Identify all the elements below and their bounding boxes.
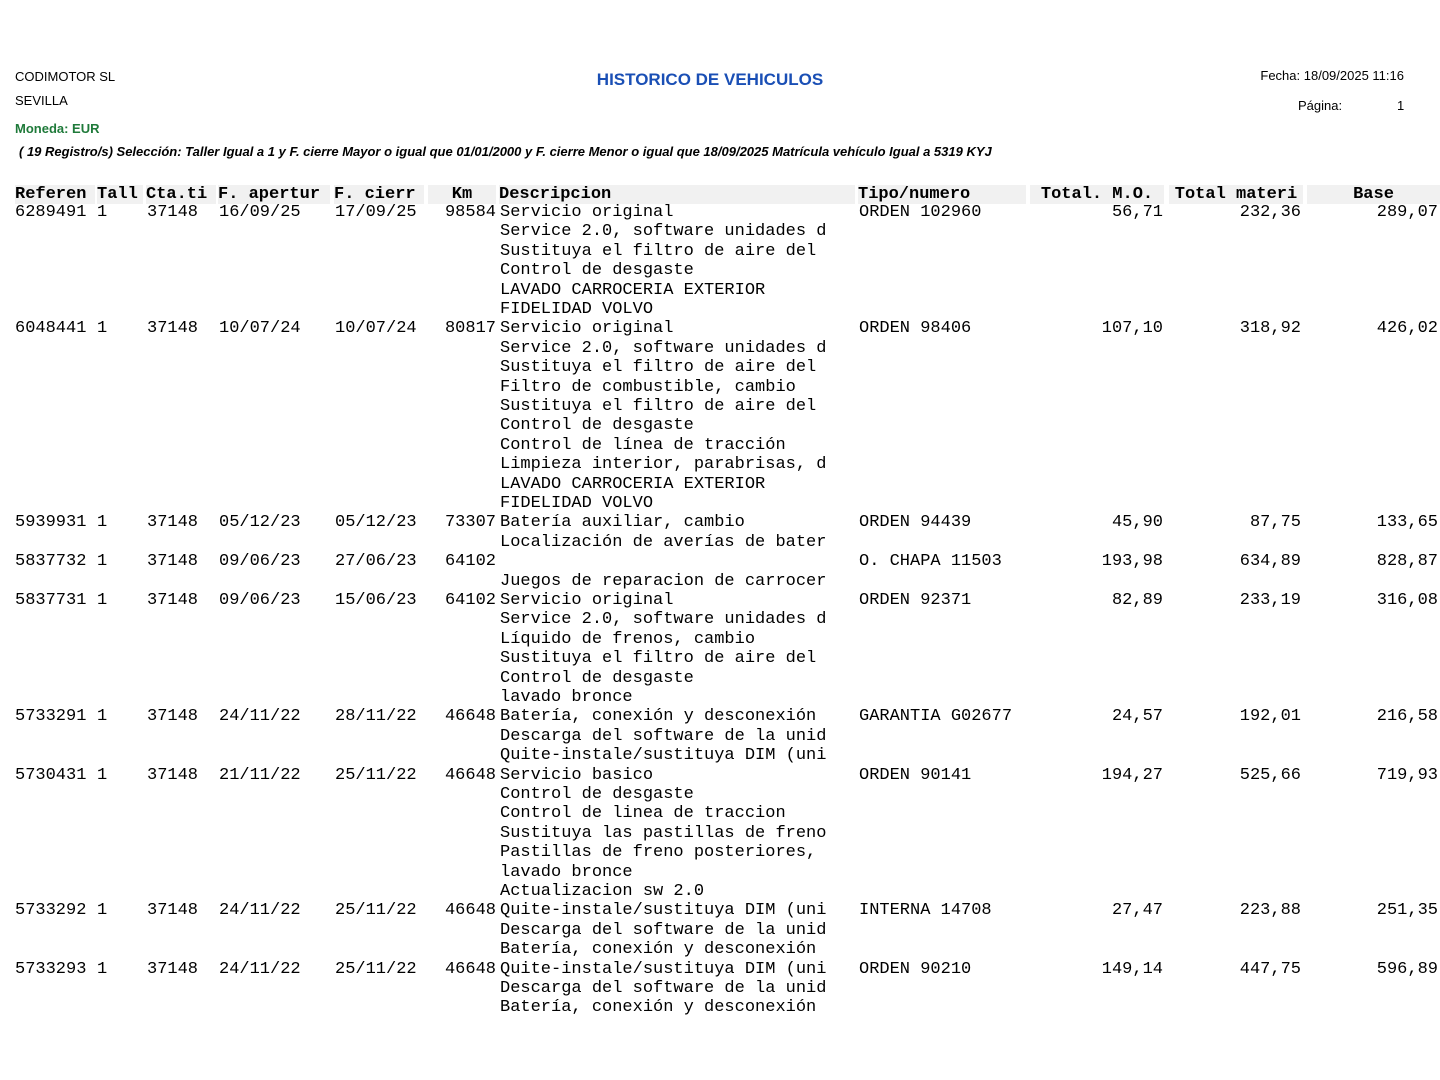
cell-descripcion-line: Descarga del software de la unid [500,920,827,940]
cell-tall: 1 [97,707,108,727]
cell-km: 64102 [444,552,496,572]
cell-materiales: 634,89 [1239,552,1301,572]
cell-descripcion-line: Juegos de reparacion de carrocer [500,571,827,591]
cell-tipo: O. CHAPA 11503 [859,552,1002,572]
report-title: HISTORICO DE VEHICULOS [596,70,824,89]
cell-mo: 82,89 [1111,591,1163,610]
cell-cta: 37148 [147,901,199,921]
cell-tipo: ORDEN 102960 [859,203,982,222]
cell-km: 98584 [444,203,496,222]
cell-descripcion-line: Control de desgaste [500,261,694,281]
cell-descripcion-line: Service 2.0, software unidades d [500,610,827,630]
selection-filter: ( 19 Registro/s) Selección: Taller Igual a 1 y F. cierre Mayor o igual que 01/01/2000 y F. cierre Menor o igual que 18/09/2025 Matrícula vehículo Igual a 5319 KYJ [19,144,992,159]
cell-descripcion-line: Pastillas de freno posteriores, [500,843,817,863]
cell-descripcion-line: Sustituya el filtro de aire del [500,241,817,261]
cell-ref: 5730431 [15,765,87,785]
cell-km: 80817 [444,319,496,339]
cell-tall: 1 [97,203,108,222]
cell-apertura: 24/11/22 [219,959,301,979]
page-number: 1 [1397,98,1405,113]
cell-cta: 37148 [147,552,199,572]
column-header-apertura-header: F. apertur [218,185,330,204]
report-date: Fecha: 18/09/2025 11:16 [1260,68,1404,83]
cell-apertura: 10/07/24 [219,319,301,339]
cell-materiales: 233,19 [1239,591,1301,610]
cell-descripcion-line: Control de desgaste [500,416,694,436]
cell-descripcion-line: Service 2.0, software unidades d [500,222,827,242]
cell-base: 426,02 [1376,319,1438,339]
cell-descripcion-line: Control de desgaste [500,785,694,804]
page-label: Página: [1298,98,1343,113]
cell-cierre: 17/09/25 [335,203,417,222]
cell-base: 289,07 [1376,203,1438,222]
cell-materiales: 87,75 [1249,513,1301,533]
cell-descripcion-line: FIDELIDAD VOLVO [500,300,654,319]
cell-cta: 37148 [147,707,199,727]
cell-ref: 5837731 [15,591,87,610]
cell-base: 133,65 [1376,513,1438,533]
cell-tipo: ORDEN 94439 [859,513,972,533]
cell-ref: 5733291 [15,707,87,727]
cell-ref: 5733293 [15,959,87,979]
cell-apertura: 24/11/22 [219,901,301,921]
cell-descripcion-line: LAVADO CARROCERIA EXTERIOR [500,474,766,494]
cell-descripcion-line: Localización de averías de bater [500,532,827,552]
cell-cierre: 28/11/22 [335,707,417,727]
cell-descripcion-line: Service 2.0, software unidades d [500,338,827,358]
cell-mo: 45,90 [1111,513,1163,533]
cell-base: 828,87 [1376,552,1438,572]
column-header-total-materiales-header: Total materi [1169,185,1303,204]
column-header-cierre-header: F. cierr [334,185,424,204]
cell-descripcion-line: Servicio original [500,591,674,610]
cell-descripcion-line: Limpieza interior, parabrisas, d [500,455,827,475]
cell-cierre: 25/11/22 [335,765,417,785]
cell-tipo: ORDEN 98406 [859,319,972,339]
cell-descripcion-line: Batería, conexión y desconexión [500,707,817,727]
column-header-km-header: Km [428,185,496,204]
cell-cierre: 27/06/23 [335,552,417,572]
cell-km: 46648 [444,765,496,785]
cell-mo: 193,98 [1101,552,1163,572]
cell-base: 216,58 [1376,707,1438,727]
cell-tall: 1 [97,765,108,785]
cell-km: 73307 [444,513,496,533]
cell-ref: 5837732 [15,552,87,572]
cell-materiales: 232,36 [1239,203,1301,222]
cell-apertura: 21/11/22 [219,765,301,785]
cell-materiales: 525,66 [1239,765,1301,785]
cell-descripcion-line: Servicio original [500,203,674,222]
cell-ref: 6048441 [15,319,87,339]
cell-base: 596,89 [1376,959,1438,979]
cell-cierre: 15/06/23 [335,591,417,610]
cell-descripcion-line: Batería, conexión y desconexión [500,940,817,960]
company-city: SEVILLA [15,93,68,108]
cell-materiales: 192,01 [1239,707,1301,727]
cell-mo: 24,57 [1111,707,1163,727]
cell-tipo: INTERNA 14708 [859,901,992,921]
cell-descripcion-line: Descarga del software de la unid [500,726,827,746]
cell-descripcion-line: Actualizacion sw 2.0 [500,882,705,901]
cell-materiales: 223,88 [1239,901,1301,921]
cell-cierre: 10/07/24 [335,319,417,339]
cell-descripcion-line: Sustituya el filtro de aire del [500,649,817,669]
cell-mo: 194,27 [1101,765,1163,785]
cell-tall: 1 [97,513,108,533]
cell-materiales: 318,92 [1239,319,1301,339]
cell-ref: 5733292 [15,901,87,921]
cell-descripcion-line: Quite-instale/sustituya DIM (uni [500,901,827,921]
cell-tipo: ORDEN 90141 [859,765,972,785]
column-header-tall-header: Tall [97,185,143,204]
cell-descripcion-line: Filtro de combustible, cambio [500,377,796,397]
cell-apertura: 09/06/23 [219,591,301,610]
column-header-base-header: Base [1307,185,1440,204]
cell-km: 46648 [444,707,496,727]
cell-apertura: 09/06/23 [219,552,301,572]
cell-cta: 37148 [147,591,199,610]
cell-descripcion-line: Descarga del software de la unid [500,979,827,998]
column-header-tipo-numero-header: Tipo/numero [858,185,1026,204]
cell-apertura: 05/12/23 [219,513,301,533]
cell-descripcion-line: Control de desgaste [500,668,694,688]
column-header-total-mo-header: Total. M.O. [1030,185,1164,204]
cell-tall: 1 [97,901,108,921]
cell-mo: 27,47 [1111,901,1163,921]
cell-cta: 37148 [147,765,199,785]
cell-ref: 5939931 [15,513,87,533]
cell-descripcion-line: lavado bronce [500,862,633,882]
cell-descripcion-line: Sustituya las pastillas de freno [500,823,827,843]
cell-descripcion-line: Control de línea de tracción [500,435,786,455]
cell-cierre: 25/11/22 [335,901,417,921]
cell-descripcion-line: Batería auxiliar, cambio [500,513,745,533]
cell-descripcion-line: Quite-instale/sustituya DIM (uni [500,959,827,979]
cell-tall: 1 [97,552,108,572]
cell-km: 64102 [444,591,496,610]
cell-cierre: 05/12/23 [335,513,417,533]
cell-materiales: 447,75 [1239,959,1301,979]
cell-base: 251,35 [1376,901,1438,921]
cell-apertura: 24/11/22 [219,707,301,727]
cell-mo: 107,10 [1101,319,1163,339]
cell-mo: 56,71 [1111,203,1163,222]
cell-ref: 6289491 [15,203,87,222]
cell-descripcion-line: Líquido de frenos, cambio [500,629,756,649]
column-header-descripcion-header: Descripcion [499,185,855,204]
cell-descripcion-line: Sustituya el filtro de aire del [500,358,817,378]
currency-label: Moneda: EUR [15,121,100,136]
cell-descripcion-line: lavado bronce [500,688,633,707]
cell-descripcion-line: FIDELIDAD VOLVO [500,494,654,513]
cell-descripcion-line: Control de linea de traccion [500,804,786,824]
cell-tall: 1 [97,319,108,339]
column-header-cta-header: Cta.ti [146,185,216,204]
cell-cta: 37148 [147,959,199,979]
cell-cta: 37148 [147,203,199,222]
company-name: CODIMOTOR SL [15,69,116,84]
cell-cta: 37148 [147,319,199,339]
column-header-ref-header: Referen [15,185,95,204]
cell-base: 719,93 [1376,765,1438,785]
cell-descripcion-line: Servicio original [500,319,674,339]
cell-descripcion-line: Sustituya el filtro de aire del [500,397,817,416]
cell-apertura: 16/09/25 [219,203,301,222]
cell-cierre: 25/11/22 [335,959,417,979]
cell-km: 46648 [444,901,496,921]
cell-km: 46648 [444,959,496,979]
cell-descripcion-line: Servicio basico [500,765,654,785]
cell-tall: 1 [97,959,108,979]
cell-mo: 149,14 [1101,959,1163,979]
cell-base: 316,08 [1376,591,1438,610]
cell-descripcion-line: Quite-instale/sustituya DIM (uni [500,746,827,766]
cell-descripcion-line: LAVADO CARROCERIA EXTERIOR [500,280,766,300]
cell-cta: 37148 [147,513,199,533]
cell-tall: 1 [97,591,108,610]
cell-descripcion-line: Batería, conexión y desconexión [500,998,817,1018]
cell-tipo: ORDEN 90210 [859,959,972,979]
cell-tipo: ORDEN 92371 [859,591,972,610]
cell-tipo: GARANTIA G02677 [859,707,1013,727]
